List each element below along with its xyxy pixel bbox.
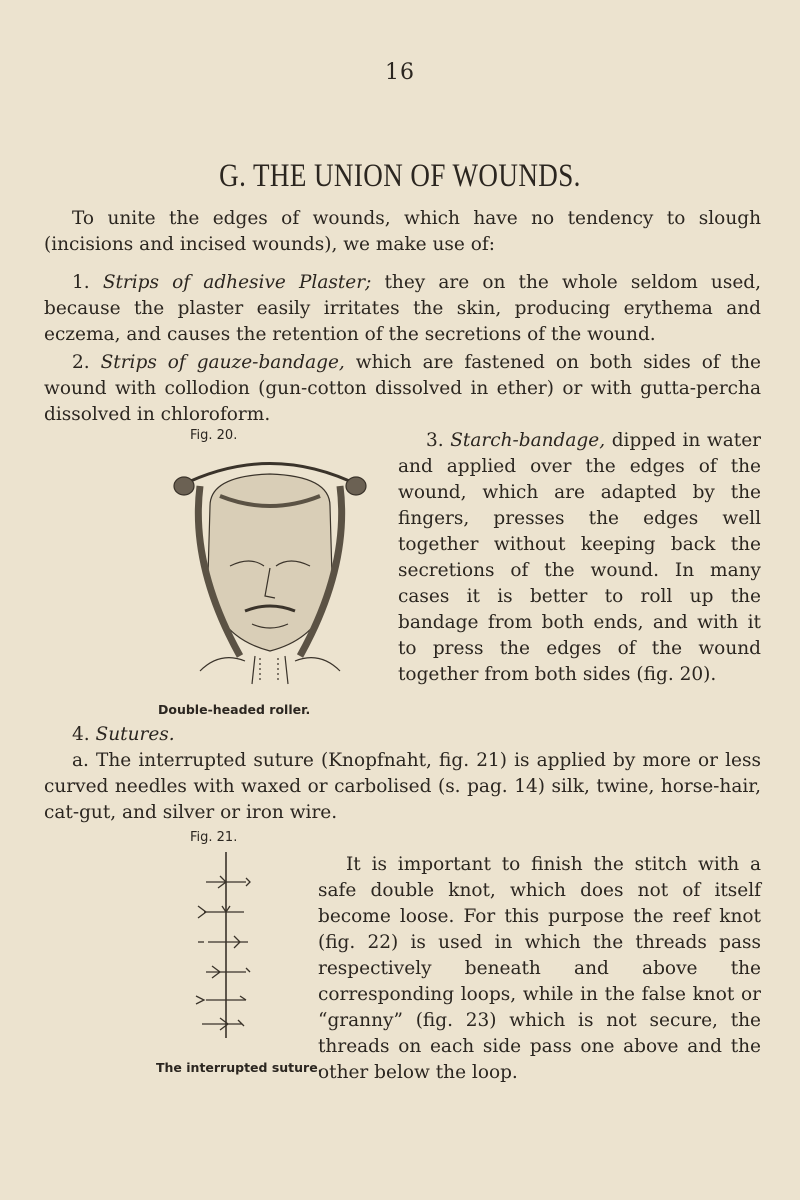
figure-21-caption: The interrupted suture.: [156, 1060, 323, 1075]
suture-a-paragraph: a. The interrupted suture (Knopfnaht, fig. 21) is applied by more or less curved needles with waxed or carbolised (s. pag. 14) silk, twine, horse-hair, cat-gut, and silver or iron wire.: [44, 750, 761, 823]
section-heading: G. THE UNION OF WOUNDS.: [219, 158, 581, 194]
item-3-number: 3.: [426, 430, 444, 451]
item-3-title: Starch-bandage,: [450, 430, 606, 451]
page-number: 16: [385, 60, 415, 85]
knot-paragraph: It is important to finish the stitch with a safe double knot, which does not of itself become loose. For this purpose the reef knot (fig. 22) is used in which the threads pass respectively beneath and above the corresponding loops, while in the false knot or “granny” (fig. 23) which is not secure, the threads on each side pass one above and the other below the loop.: [318, 854, 761, 1083]
item-4-title: Sutures.: [95, 724, 175, 745]
item-4-number: 4.: [72, 724, 90, 745]
item-2-text: which are fastened on both sides of the wound with collodion (gun-cotton dissolved in ether) or with gutta-percha dissolved in chloroform.: [44, 352, 761, 425]
item-1-paragraph: [44, 270, 761, 348]
item-1-number: 1.: [72, 272, 90, 293]
item-1-title: Strips of adhesive Plaster;: [102, 272, 372, 293]
figure-21-label: Fig. 21.: [190, 830, 238, 845]
figure-20-label: Fig. 20.: [190, 428, 238, 443]
item-3-text: dipped in water and applied over the edges of the wound, which are adapted by the fingers, presses the edges well together without keeping back the secretions of the wound. In many cases it is better to roll up the bandage from both ends, and with it to press the edges of the wound together from both sides (fig. 20).: [398, 430, 762, 685]
item-3-paragraph: [398, 428, 761, 688]
item-1-text: they are on the whole seldom used, because the plaster easily irritates the skin, producing erythema and eczema, and causes the retention of the secretions of the wound.: [44, 272, 762, 345]
figure-21-illustration: [176, 850, 276, 1040]
intro-paragraph: To unite the edges of wounds, which have no tendency to slough (incisions and incised wounds), we make use of:: [44, 208, 761, 255]
item-2-paragraph: [44, 350, 761, 428]
figure-20-illustration: [160, 446, 380, 686]
figure-20-caption: Double-headed roller.: [158, 702, 311, 717]
item-2-title: Strips of gauze-bandage,: [100, 352, 345, 373]
item-4-paragraph: [72, 722, 752, 748]
item-2-number: 2.: [72, 352, 90, 373]
